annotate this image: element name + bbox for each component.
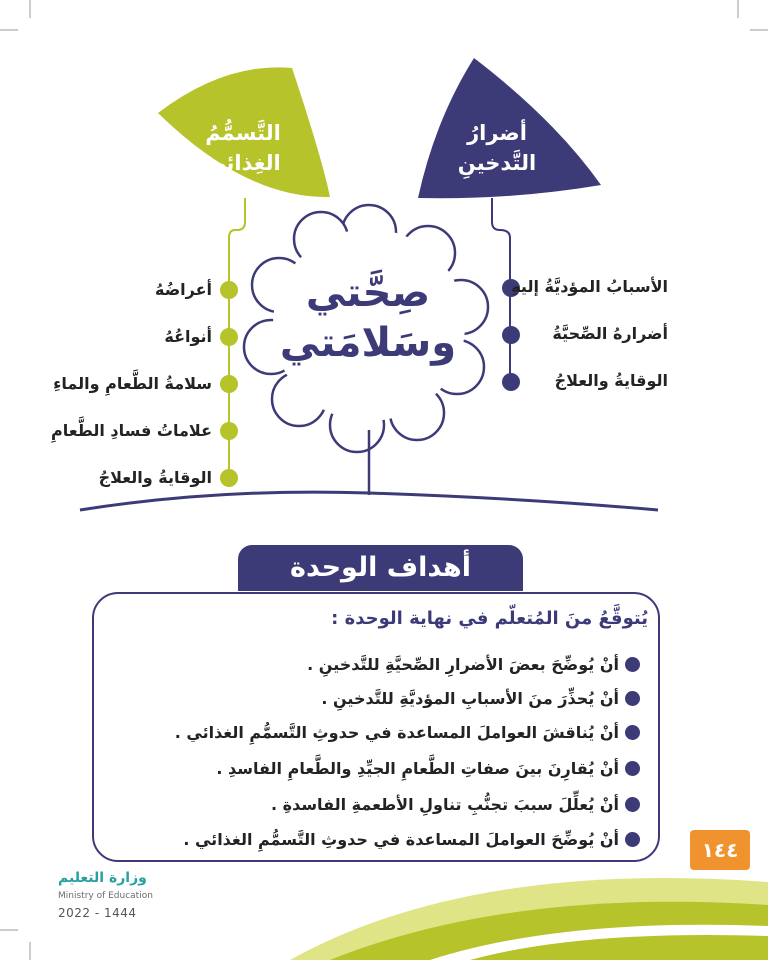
- ministry-name-en: Ministry of Education: [58, 891, 153, 901]
- goal-item: [216, 759, 640, 778]
- topic-dot: [220, 281, 238, 299]
- goal-text: أنْ يُقارِنَ بينَ صفاتِ الطَّعامِ الجيِّدِ والطَّعامِ الفاسدِ .: [216, 759, 619, 778]
- unit-goals-header: أهداف الوحدة: [238, 545, 523, 591]
- topic-dot: [220, 375, 238, 393]
- goal-item: [175, 723, 640, 742]
- topic-prevention-treatment-right: الوقايةُ والعلاجُ: [554, 371, 668, 390]
- topic-food-water-safety: سلامةُ الطَّعامِ والماءِ: [53, 374, 212, 393]
- topic-symptoms: أعراضُهُ: [154, 280, 212, 299]
- food-poisoning-title: التَّسمُّمُ الغِذائِي: [205, 121, 281, 175]
- ministry-name-ar: وزارة التعليم: [58, 870, 147, 886]
- page-number: ١٤٤: [690, 830, 750, 870]
- topic-dot: [220, 422, 238, 440]
- topic-dot: [502, 373, 520, 391]
- smoking-harms-title: أضرارُ التَّدخينِ: [457, 121, 537, 175]
- topic-health-harms: أضرارهُ الصِّحيَّةُ: [552, 324, 668, 343]
- unit-title-line2: وسَلامَتي: [279, 320, 457, 366]
- goal-item: [183, 830, 640, 849]
- goal-text: أنْ يُعلِّلَ سببَ تجنُّبِ تناولِ الأطعمةِ الفاسدةِ .: [270, 795, 619, 814]
- goal-item: [321, 689, 640, 708]
- goal-item: [271, 795, 640, 814]
- topic-causes: الأسبابُ المؤديَّةُ إليهِ: [511, 277, 668, 296]
- goal-item: [307, 655, 640, 674]
- bullet-icon: [625, 691, 640, 706]
- topic-prevention-treatment-left: الوقايةُ والعلاجُ: [98, 468, 212, 487]
- bullet-icon: [625, 657, 640, 672]
- topic-food-spoilage-signs: علاماتُ فسادِ الطَّعامِ: [50, 421, 212, 440]
- topic-dot: [502, 326, 520, 344]
- topic-dot: [220, 328, 238, 346]
- topic-dot: [220, 469, 238, 487]
- bullet-icon: [625, 725, 640, 740]
- bullet-icon: [625, 761, 640, 776]
- bullet-icon: [625, 832, 640, 847]
- bullet-icon: [625, 797, 640, 812]
- goal-text: أنْ يُوضِّحَ العواملَ المساعدة في حدوثِ التَّسمُّمِ الغذائي .: [183, 830, 619, 849]
- unit-title-line1: صِحَّتي: [305, 270, 431, 316]
- goal-text: أنْ يُوضِّحَ بعضَ الأضرارِ الصِّحيَّةِ للتَّدخينِ .: [307, 655, 619, 674]
- goals-intro: يُتوقَّعُ منَ المُتعلّم في نهاية الوحدة :: [331, 608, 648, 629]
- unit-title: [268, 268, 468, 368]
- topic-types: أنواعُهُ: [164, 327, 212, 346]
- goal-text: أنْ يُناقشَ العواملَ المساعدة في حدوثِ التَّسمُّمِ الغذائي .: [174, 723, 619, 742]
- ministry-year: 2022 - 1444: [58, 906, 137, 920]
- goal-text: أنْ يُحذِّرَ منَ الأسبابِ المؤديَّةِ للتَّدخينِ .: [321, 689, 619, 708]
